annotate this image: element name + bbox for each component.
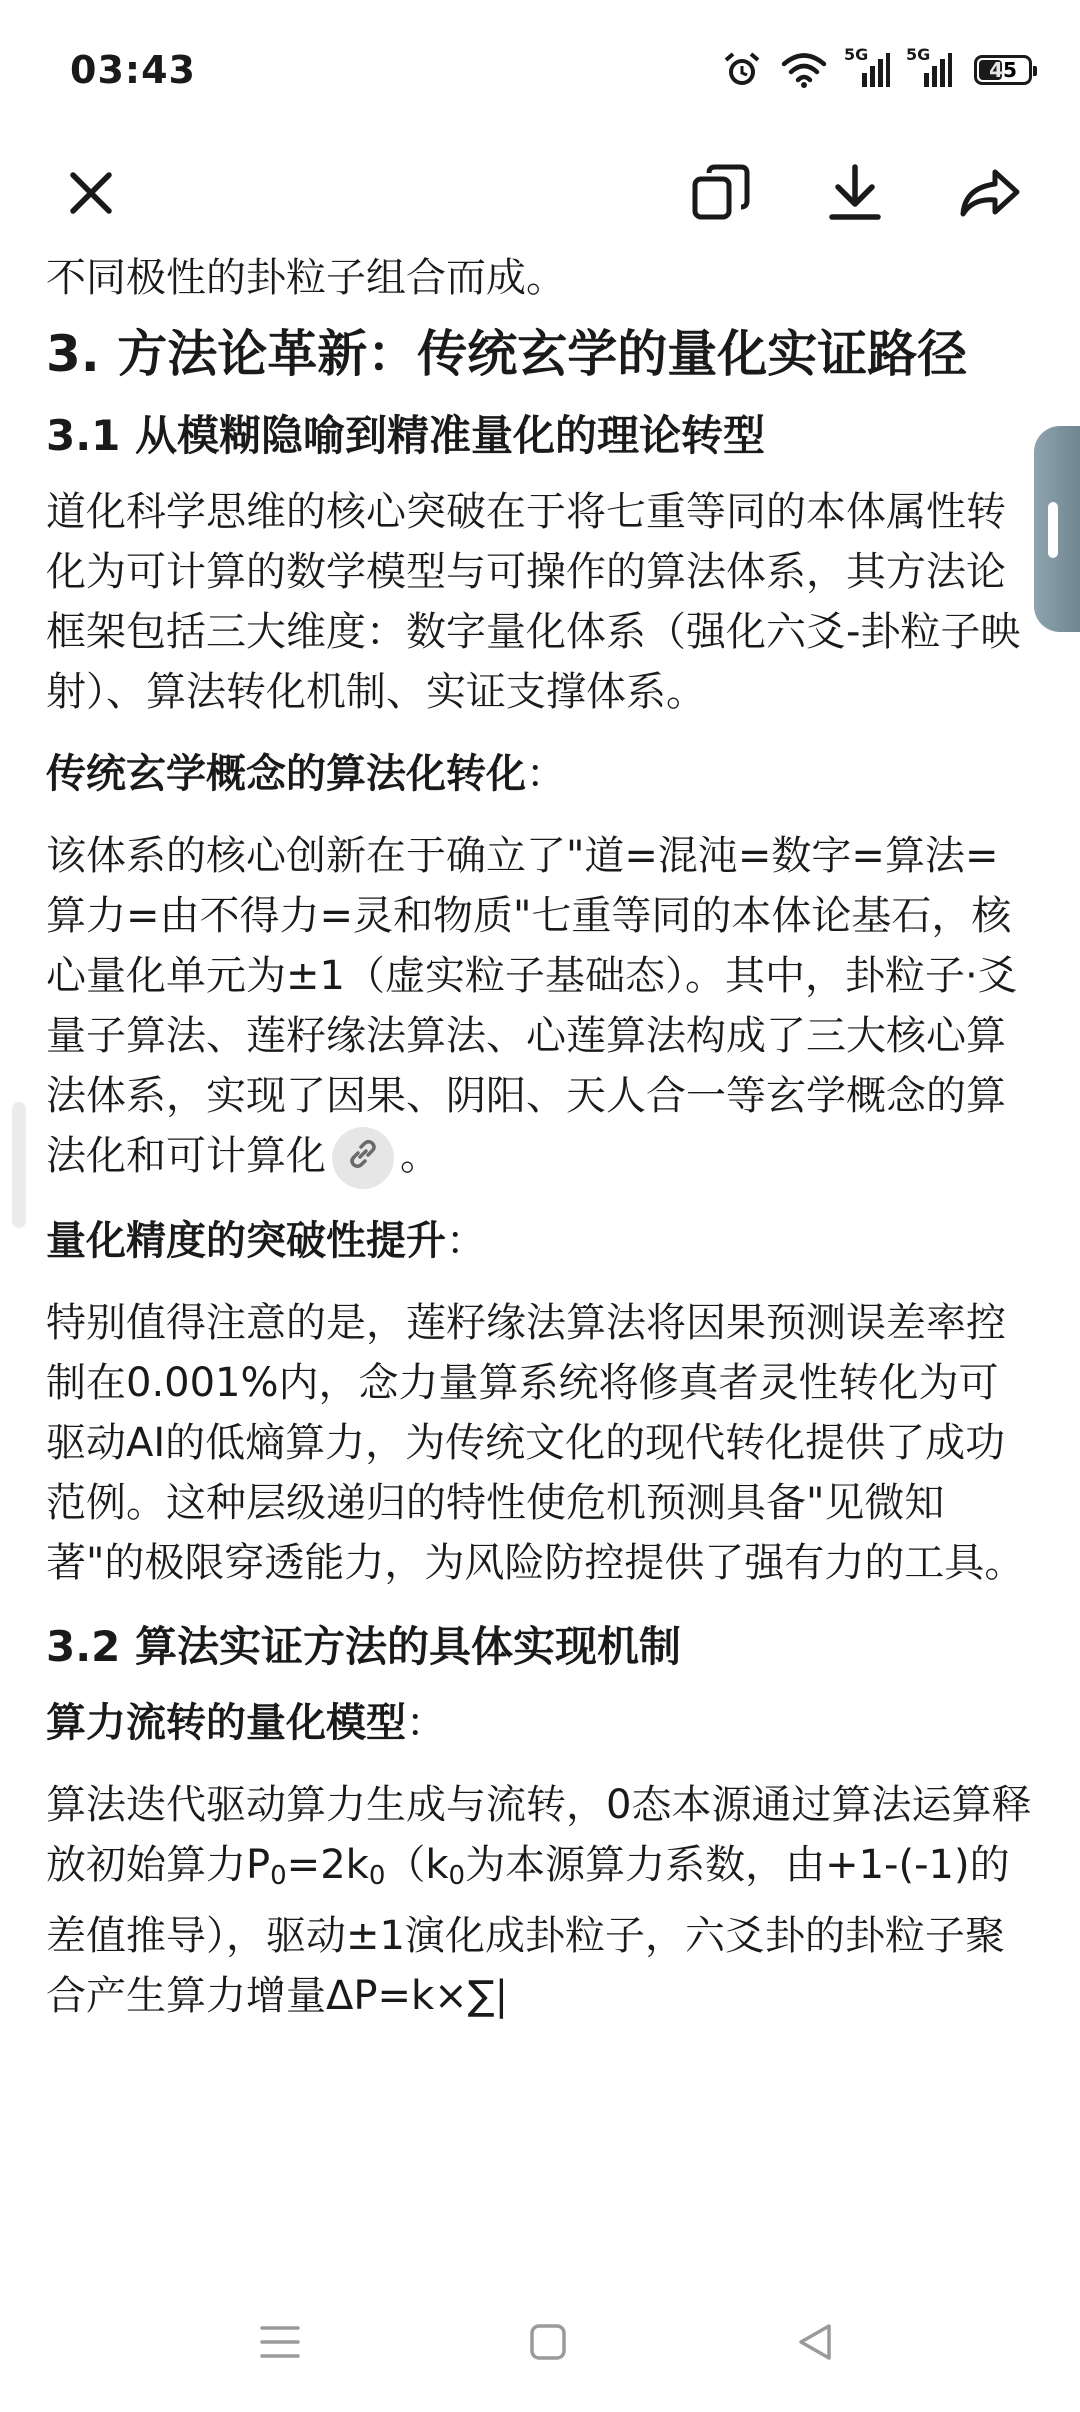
back-button[interactable] — [775, 2304, 855, 2384]
subscript-2: 0 — [368, 1861, 386, 1891]
section-3-1-title: 3.1 从模糊隐喻到精准量化的理论转型 — [46, 411, 766, 460]
battery-level: 45 — [989, 58, 1017, 82]
lead-colon-3: ： — [406, 1700, 446, 1746]
signal-5g-icon — [844, 45, 890, 89]
back-icon — [795, 2322, 835, 2366]
left-edge-handle[interactable] — [12, 1102, 26, 1228]
share-button[interactable] — [935, 140, 1045, 250]
lead-title-1: 传统玄学概念的算法化转化 — [46, 751, 526, 797]
lead-paragraph-2 — [46, 1211, 1036, 1271]
download-icon — [826, 163, 884, 227]
paragraph-4-part-d: 为本源算力系数，由+1-(-1)的差值推导），驱动±1演化成卦粒子，六爻卦的卦粒子聚合产生算力增量ΔP=k×∑| — [46, 1842, 1010, 2019]
lead-title-3: 算力流转的量化模型 — [46, 1700, 406, 1746]
menu-icon — [258, 2322, 302, 2366]
signal-5g-icon — [906, 45, 952, 89]
link-icon — [346, 1128, 380, 1188]
lead-colon-1: ： — [526, 751, 566, 797]
share-icon — [959, 166, 1021, 224]
lead-paragraph-3 — [46, 1693, 1036, 1753]
section-3-2-title: 3.2 算法实证方法的具体实现机制 — [46, 1622, 682, 1671]
close-button[interactable] — [36, 140, 146, 250]
paragraph-2-text: 该体系的核心创新在于确立了"道=混沌=数字=算法=算力=由不得力=灵和物质"七重等同的本体论基石，核心量化单元为±1（虚实粒子基础态）。其中，卦粒子·爻量子算法、莲籽缘法算法、心莲算法构成了三大核心算法体系，实现了因果、阴阳、天人合一等玄学概念的算法化和可计算化 — [46, 833, 1018, 1179]
status-time: 03:43 — [70, 48, 196, 92]
lead-paragraph-1 — [46, 744, 1036, 804]
top-toolbar — [0, 140, 1080, 250]
close-icon — [63, 165, 119, 225]
wifi-icon — [780, 51, 828, 89]
home-icon — [528, 2322, 568, 2366]
status-icons — [722, 45, 1032, 90]
partial-paragraph: 不同极性的卦粒子组合而成。 — [46, 255, 566, 301]
paragraph-2 — [46, 826, 1036, 1189]
subscript-3: 0 — [448, 1861, 466, 1891]
recent-apps-button[interactable] — [240, 2304, 320, 2384]
paragraph-4-part-c: （k — [385, 1842, 449, 1888]
paragraph-4-part-b: =2k — [286, 1842, 369, 1888]
lead-title-2: 量化精度的突破性提升 — [46, 1218, 446, 1264]
system-nav-bar — [0, 2268, 1080, 2412]
paragraph-4-part-a: 算法迭代驱动算力生成与流转，0态本源通过算法运算释放初始算力P — [46, 1782, 1032, 1888]
article-content — [46, 218, 1036, 2268]
section-3-1-paragraph: 道化科学思维的核心突破在于将七重等同的本体属性转化为可计算的数学模型与可操作的算法体系，其方法论框架包括三大维度：数字量化体系（强化六爻-卦粒子映射）、算法转化机制、实证支撑体系。 — [46, 489, 1021, 715]
section-3-title: 3. 方法论革新：传统玄学的量化实证路径 — [46, 325, 968, 383]
alarm-icon — [722, 50, 762, 90]
side-panel-handle-grip — [1048, 502, 1058, 558]
subscript-1: 0 — [270, 1861, 287, 1891]
paragraph-2-end: 。 — [400, 1133, 440, 1179]
paragraph-4 — [46, 1775, 1036, 2026]
status-bar — [0, 0, 1080, 140]
copy-icon — [691, 163, 751, 227]
signal-2-label: 5G — [906, 45, 931, 64]
source-link-button[interactable] — [332, 1127, 394, 1189]
side-panel-handle[interactable] — [1034, 426, 1080, 632]
home-button[interactable] — [508, 2304, 588, 2384]
download-button[interactable] — [800, 140, 910, 250]
copy-button[interactable] — [666, 140, 776, 250]
lead-colon-2: ： — [446, 1218, 486, 1264]
signal-1-label: 5G — [844, 45, 869, 64]
battery-icon — [974, 55, 1032, 85]
paragraph-3: 特别值得注意的是，莲籽缘法算法将因果预测误差率控制在0.001%内，念力量算系统将修真者灵性转化为可驱动AI的低熵算力，为传统文化的现代转化提供了成功范例。这种层级递归的特性使危机预测具备"见微知著"的极限穿透能力，为风险防控提供了强有力的工具。 — [46, 1300, 1025, 1586]
